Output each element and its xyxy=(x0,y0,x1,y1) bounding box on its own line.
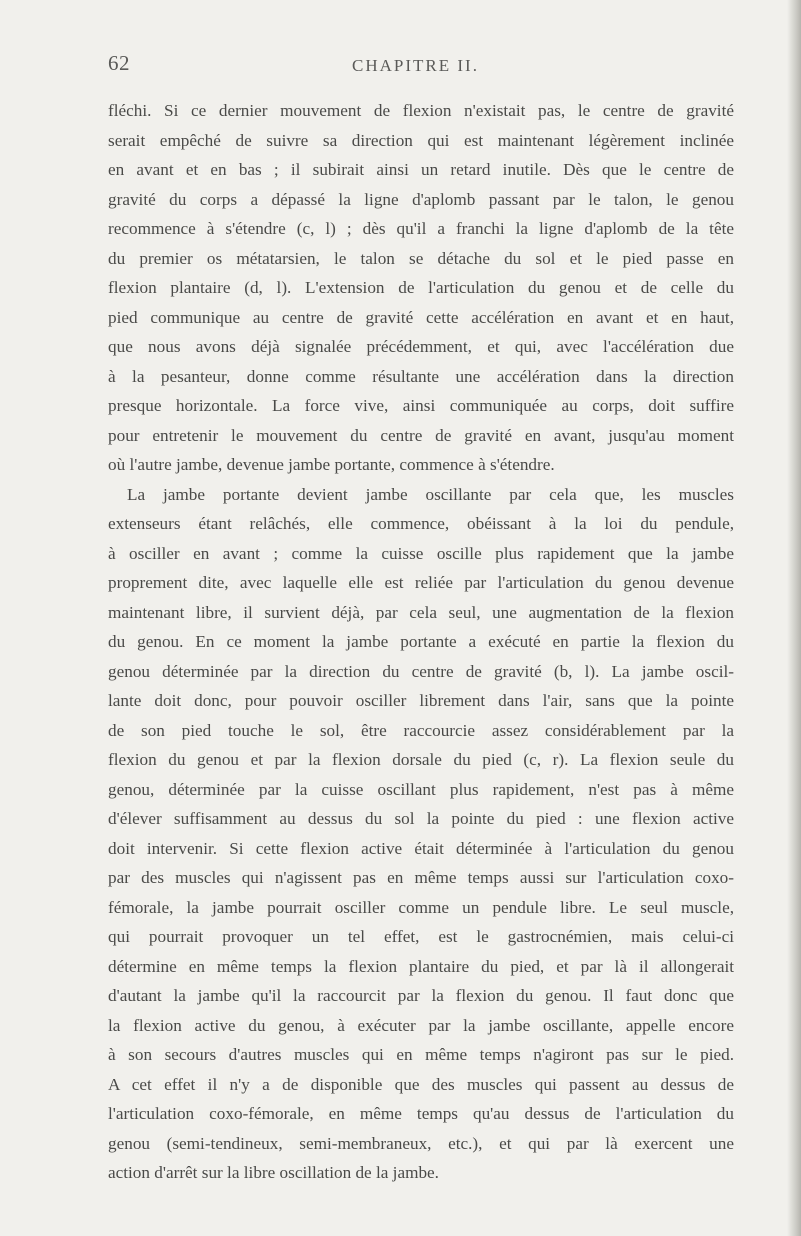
page-edge-shadow xyxy=(787,0,801,1236)
text-line: maintenant libre, il survient déjà, par cela seul, une augmentation de la flexion xyxy=(108,602,734,622)
paragraph-end-line: action d'arrêt sur la libre oscillation de la jambe. xyxy=(108,1163,439,1182)
text-line: flexion du genou et par la flexion dorsale du pied (c, r). La flexion seule du xyxy=(108,750,734,769)
text-line: détermine en même temps la flexion plantaire du pied, et par là il allongerait xyxy=(108,956,734,976)
text-line: à son secours d'autres muscles qui en même temps n'agiront pas sur le pied. xyxy=(108,1045,734,1064)
body-text xyxy=(108,96,734,1188)
text-line: à osciller en avant ; comme la cuisse oscille plus rapidement que la jambe xyxy=(108,543,734,563)
text-line: la flexion active du genou, à exécuter par la jambe oscillante, appelle encore xyxy=(108,1015,734,1035)
text-line: fémorale, la jambe pourrait osciller comme un pendule libre. Le seul muscle, xyxy=(108,897,734,917)
text-line: genou, déterminée par la cuisse oscillant plus rapidement, n'est pas à même xyxy=(108,779,734,799)
text-line: doit intervenir. Si cette flexion active était déterminée à l'articulation du genou xyxy=(108,838,734,858)
text-line: pour entretenir le mouvement du centre de gravité en avant, jusqu'au moment xyxy=(108,425,734,445)
text-line: recommence à s'étendre (c, l) ; dès qu'il a franchi la ligne d'aplomb de la tête xyxy=(108,219,734,238)
text-line: flexion plantaire (d, l). L'extension de l'articulation du genou et de celle du xyxy=(108,278,734,297)
text-line: par des muscles qui n'agissent pas en même temps aussi sur l'articulation coxo- xyxy=(108,868,734,887)
text-line: d'autant la jambe qu'il la raccourcit par la flexion du genou. Il faut donc que xyxy=(108,986,734,1005)
text-line: presque horizontale. La force vive, ainsi communiquée au corps, doit suffire xyxy=(108,396,734,415)
text-line: genou déterminée par la direction du centre de gravité (b, l). La jambe oscil- xyxy=(108,661,734,681)
text-line: du genou. En ce moment la jambe portante a exécuté en partie la flexion du xyxy=(108,632,734,651)
text-line: A cet effet il n'y a de disponible que des muscles qui passent au dessus de xyxy=(108,1074,734,1094)
text-line: à la pesanteur, donne comme résultante une accélération dans la direction xyxy=(108,366,734,386)
text-line: proprement dite, avec laquelle elle est reliée par l'articulation du genou devenue xyxy=(108,573,734,592)
text-line: gravité du corps a dépassé la ligne d'aplomb passant par le talon, le genou xyxy=(108,189,734,209)
text-line: d'élever suffisamment au dessus du sol la pointe du pied : une flexion active xyxy=(108,809,734,828)
text-line: genou (semi-tendineux, semi-membraneux, etc.), et qui par là exercent une xyxy=(108,1133,734,1153)
text-line: extenseurs étant relâchés, elle commence, obéissant à la loi du pendule, xyxy=(108,514,734,533)
paragraph-start-line: La jambe portante devient jambe oscillante par cela que, les muscles xyxy=(127,484,734,504)
text-line: serait empêché de suivre sa direction qui est maintenant légèrement inclinée xyxy=(108,130,734,150)
paragraph-end-line: où l'autre jambe, devenue jambe portante, commence à s'étendre. xyxy=(108,455,555,474)
text-line: fléchi. Si ce dernier mouvement de flexion n'existait pas, le centre de gravité xyxy=(108,101,734,120)
text-line: qui pourrait provoquer un tel effet, est le gastrocnémien, mais celui-ci xyxy=(108,927,734,946)
text-line: pied communique au centre de gravité cette accélération en avant et en haut, xyxy=(108,307,734,327)
text-line: en avant et en bas ; il subirait ainsi un retard inutile. Dès que le centre de xyxy=(108,160,734,179)
text-line: du premier os métatarsien, le talon se détache du sol et le pied passe en xyxy=(108,248,734,268)
text-line: lante doit donc, pour pouvoir osciller librement dans l'air, sans que la pointe xyxy=(108,691,734,710)
page-number: 62 xyxy=(108,51,130,75)
text-line: l'articulation coxo-fémorale, en même temps qu'au dessus de l'articulation du xyxy=(108,1104,734,1123)
text-line: de son pied touche le sol, être raccourcie assez considérablement par la xyxy=(108,720,734,740)
text-line: que nous avons déjà signalée précédemment, et qui, avec l'accélération due xyxy=(108,337,734,356)
running-head: CHAPITRE II. xyxy=(352,56,479,75)
